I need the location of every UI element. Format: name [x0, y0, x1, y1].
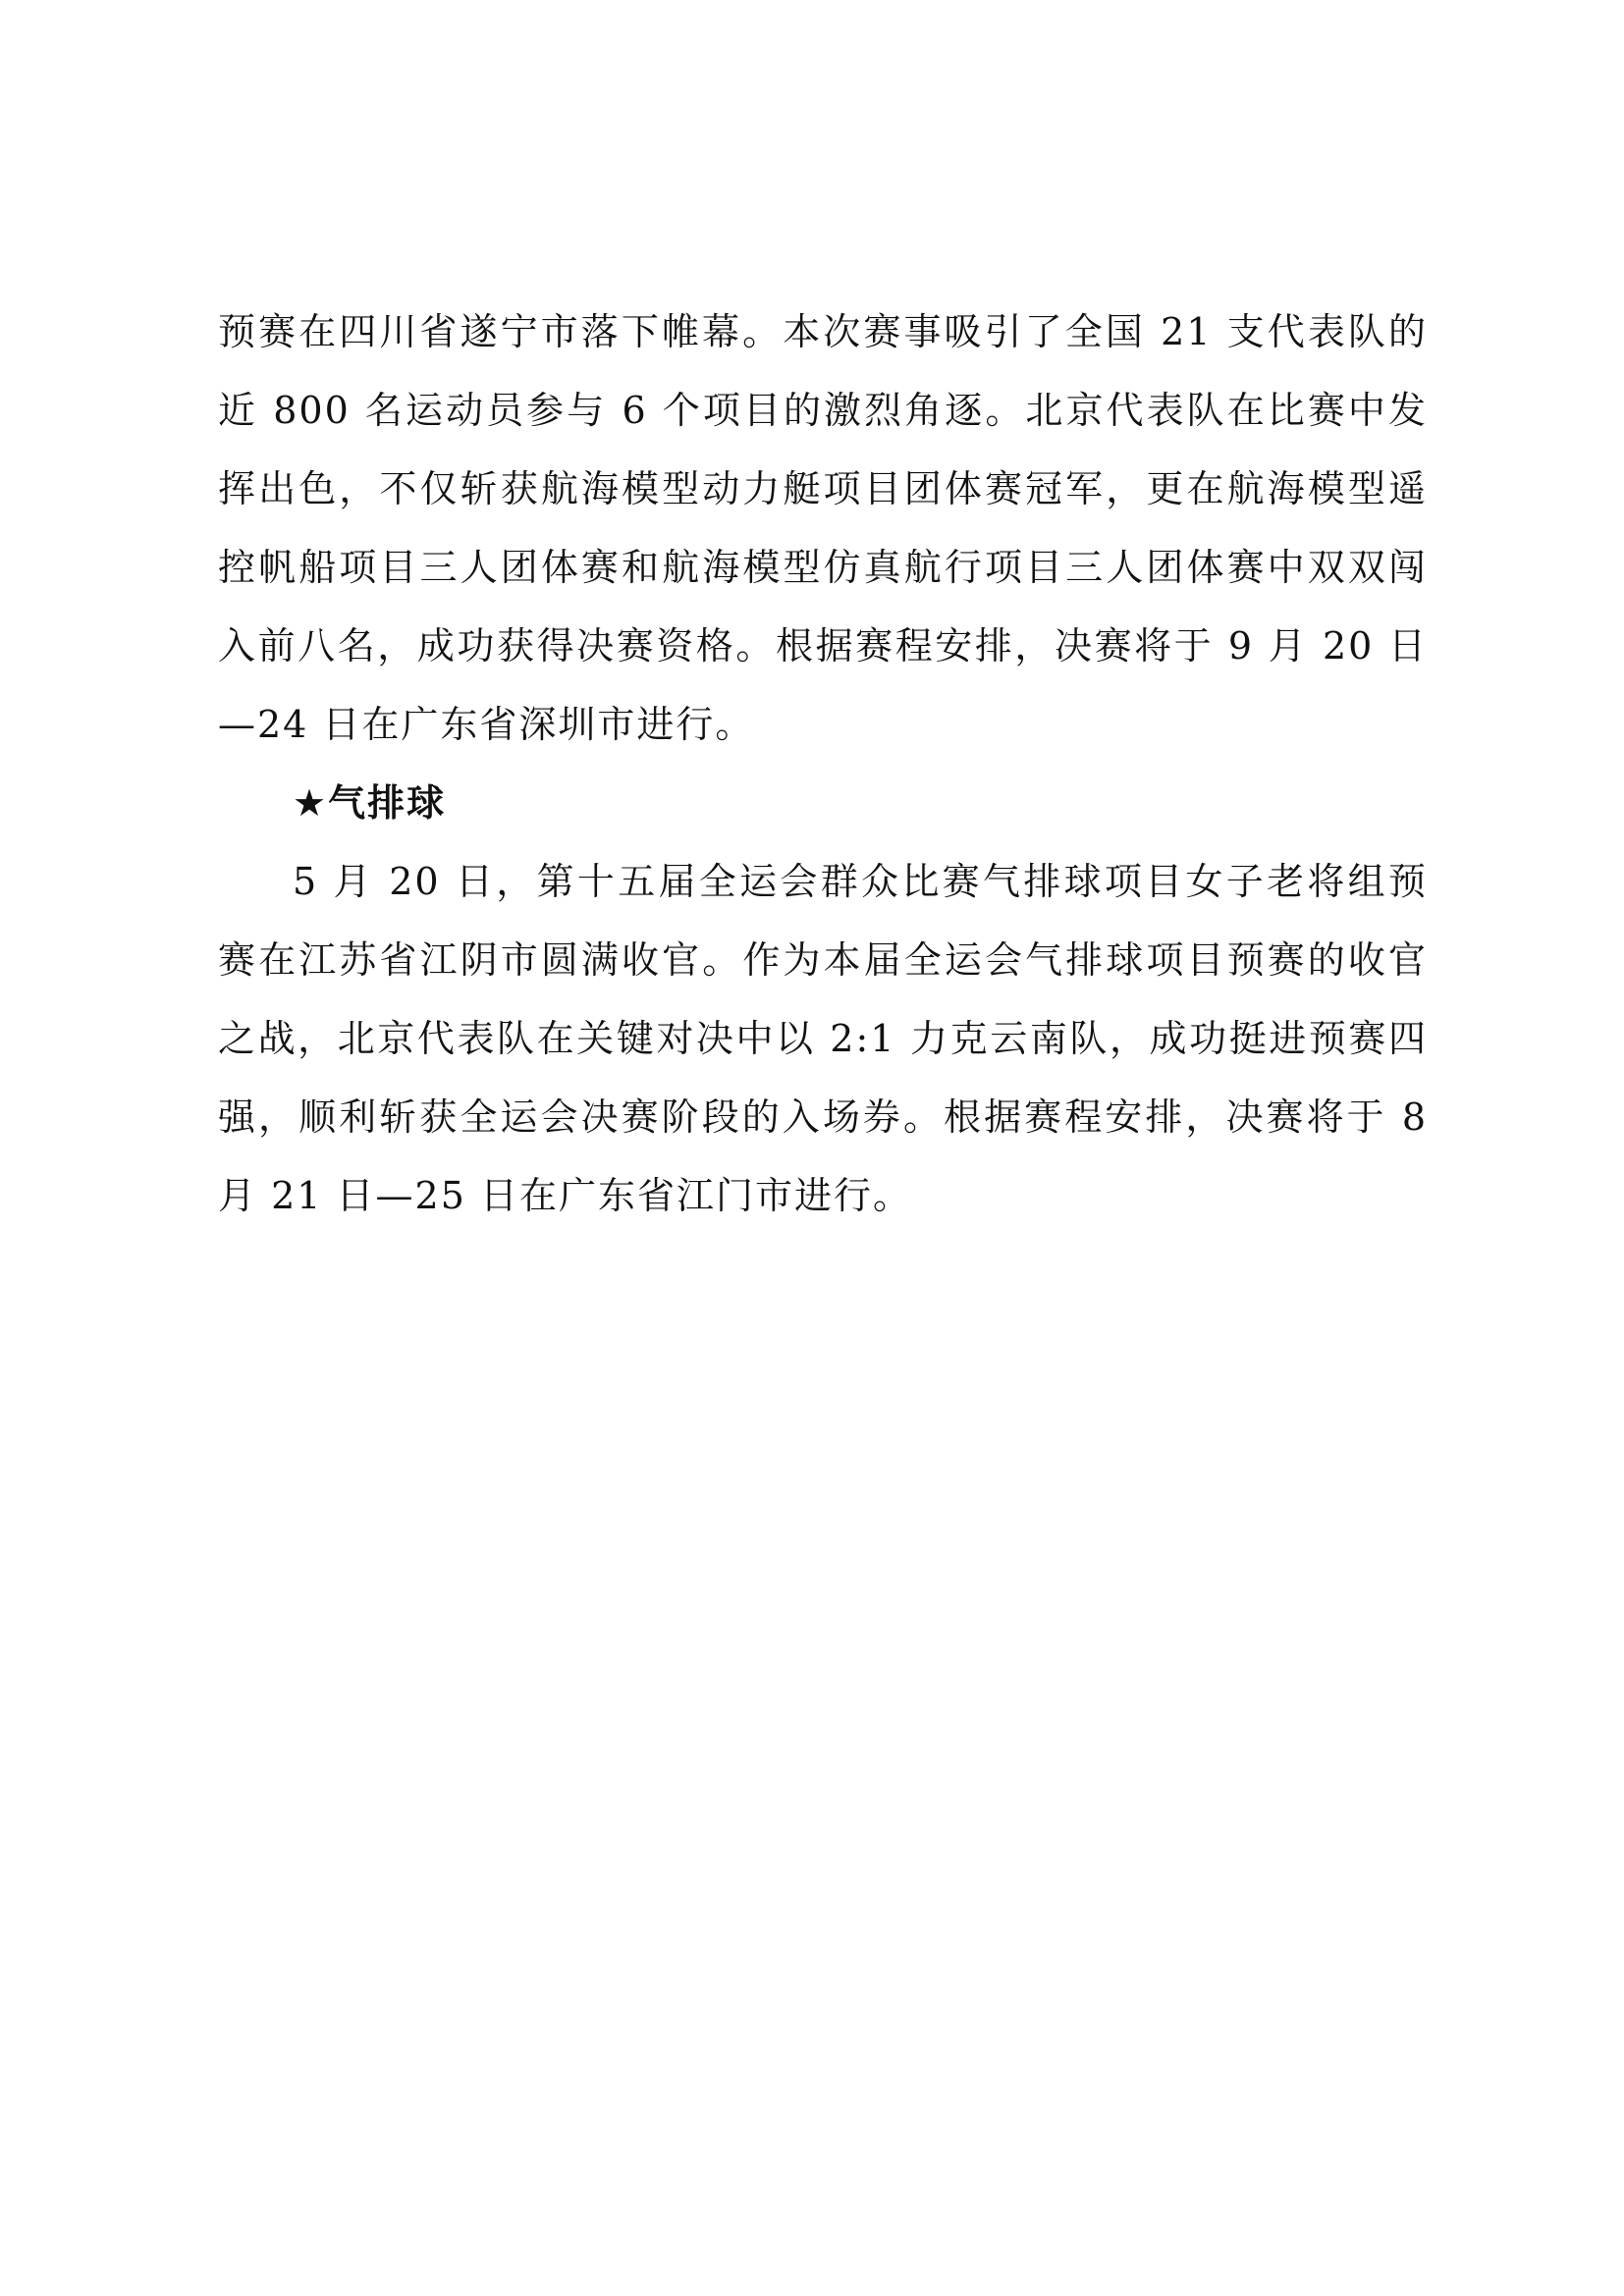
section-paragraph: 5 月 20 日，第十五届全运会群众比赛气排球项目女子老将组预赛在江苏省江阴市圆满收官。作为本届全运会气排球项目预赛的收官之战，北京代表队在关键对决中以 2:1 力克云南队，成功挺进预赛四强，顺利斩获全运会决赛阶段的入场券。根据赛程安排，决赛将于 8 月 21 日—25 日在广东省江门市进行。 [218, 860, 1428, 1217]
document-body [218, 293, 1428, 1235]
section-heading: ★气排球 [293, 781, 447, 825]
continuation-paragraph: 预赛在四川省遂宁市落下帷幕。本次赛事吸引了全国 21 支代表队的近 800 名运动员参与 6 个项目的激烈角逐。北京代表队在比赛中发挥出色，不仅斩获航海模型动力艇项目团体赛冠军，更在航海模型遥控帆船项目三人团体赛和航海模型仿真航行项目三人团体赛中双双闯入前八名，成功获得决赛资格。根据赛程安排，决赛将于 9 月 20 日—24 日在广东省深圳市进行。 [218, 310, 1428, 746]
